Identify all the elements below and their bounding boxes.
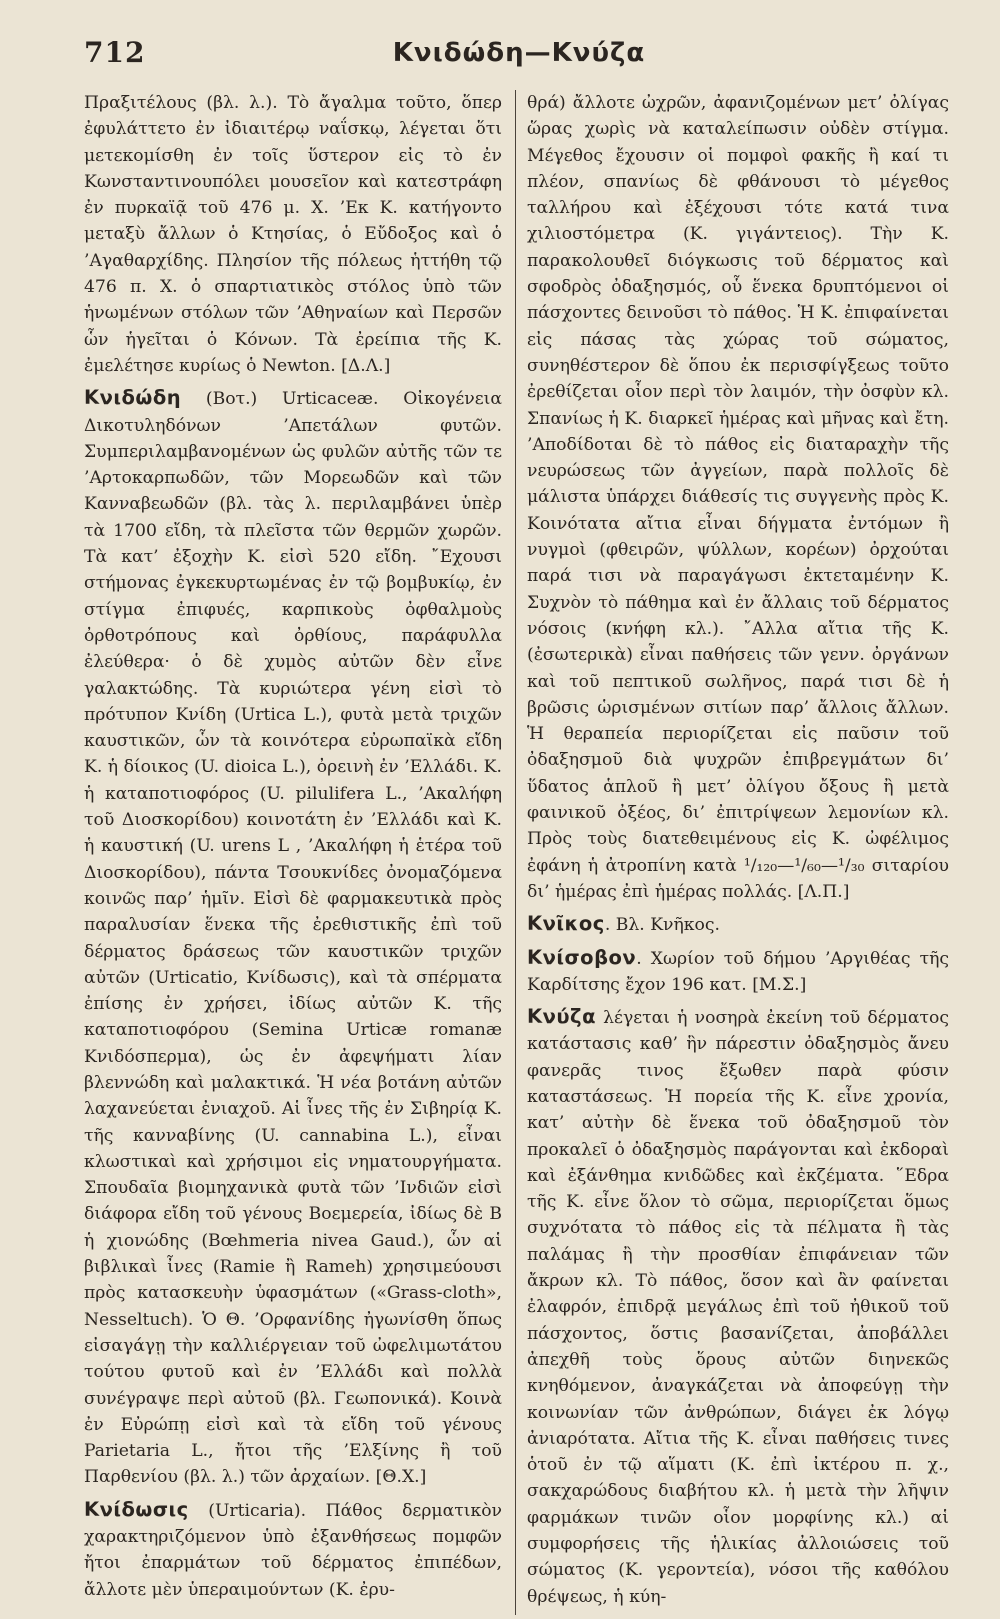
entry-knyza xyxy=(527,1004,949,1610)
continued-paragraph: Πραξιτέλους (βλ. λ.). Τὸ ἄγαλμα τοῦτο, ὅπερ ἐφυλάττετο ἐν ἰδιαιτέρῳ ναΐσκῳ, λέγεται ὅτι μετεκομίσθη ἐν τοῖς ὕστερον εἰς τὸ ἐν Κωνσταντινουπόλει μουσεῖον καὶ κατεστράφη ἐν πυρκαϊᾷ τοῦ 476 μ. Χ. ’Εκ Κ. κατήγοντο μεταξὺ ἄλλων ὁ Κτησίας, ὁ Εὔδοξος καὶ ὁ ’Αγαθαρχίδης. Πλησίον τῆς πόλεως ἡττήθη τῷ 476 π. Χ. ὁ σπαρτιατικὸς στόλος ὑπὸ τῶν ἡνωμένων στόλων τῶν ’Αθηναίων καὶ Περσῶν ὧν ἡγεῖται ὁ Κόνων. Τὰ ἐρείπια τῆς Κ. ἐμελέτησε κυρίως ὁ Newton. [Δ.Λ.] xyxy=(84,93,502,376)
entry-knikos xyxy=(527,911,949,938)
entry-text: (Urticaria). Πάθος δερματικὸν χαρακτηριζόμενον ὑπὸ ἐξανθήσεως πομφῶν ἤτοι ἐπαρμάτων τοῦ δέρματος ἐπιπέδων, ἄλλοτε μὲν ὑπεραιμούντων (Κ. ἐρυ- xyxy=(84,1500,502,1600)
entry-headword: Κνιδώδη xyxy=(84,386,182,410)
right-column xyxy=(527,90,949,1610)
entry-text: . Χωρίον τοῦ δήμου ’Αργιθέας τῆς Καρδίτσης ἔχον 196 κατ. [Μ.Σ.] xyxy=(527,948,949,995)
entry-text: (Βοτ.) Urticaceæ. Οἰκογένεια Δικοτυληδόνων ’Απετάλων φυτῶν. Συμπεριλαμβανομένων ὡς φυλῶν αὐτῆς τῶν τε ’Αρτοκαρπωδῶν, τῶν Μορεωδῶν καὶ τῶν Κανναβεωδῶν (βλ. τὰς λ. περιλαμβάνει ὑπὲρ τὰ 1700 εἴδη, τὰ πλεῖστα τῶν θερμῶν χωρῶν. Τὰ κατ’ ἐξοχὴν Κ. εἰσὶ 520 εἴδη. ῎Εχουσι στήμονας ἐγκεκυρτωμένας ἐν τῷ βομβυκίῳ, ἐν στίγμα ἐπιφυές, καρπικοὺς ὀφθαλμοὺς ὀρθοτρόπους καὶ ὀρθίους, παράφυλλα ἐλεύθερα· ὁ δὲ χυμὸς αὐτῶν δὲν εἶνε γαλακτώδης. Τὰ κυριώτερα γένη εἰσὶ τὸ πρότυπον Κνίδη (Urtica L.), φυτὰ μετὰ τριχῶν καυστικῶν, ὧν τὰ κοινότερα εὐρωπαϊκὰ εἴδη Κ. ἡ δίοικος (U. dioica L.), ὀρεινὴ ἐν ’Ελλάδι. Κ. ἡ καταποτιοφόρος (U. pilulifera L., ’Ακαλήφη τοῦ Διοσκορίδου) κοινοτάτη ἐν ’Ελλάδι καὶ Κ. ἡ καυστική (U. urens L , ’Ακαλήφη ἡ ἑτέρα τοῦ Διοσκορίδου), πάντα Τσουκνίδες ὀνομαζόμενα κοινῶς παρ’ ἡμῖν. Εἰσὶ δὲ φαρμακευτικὰ πρὸς παραλυσίαν ἕνεκα τῆς ἐρεθιστικῆς ἐπὶ τοῦ δέρματος δράσεως τῶν καυστικῶν τριχῶν αὐτῶν (Urticatio, Κνίδωσις), καὶ τὰ σπέρματα ἐπίσης ἐν χρήσει, ἰδίως αὐτῶν Κ. τῆς καταποτιοφόρου (Semina Urticæ romanæ Κνιδόσπερμα), ὡς ἐν ἀφεψήματι λίαν βλεννώδη καὶ μαλακτικά. Ἡ νέα βοτάνη αὐτῶν λαχανεύεται ἐνιαχοῦ. Αἱ ἶνες τῆς ἐν Σιβηρίᾳ Κ. τῆς κανναβίνης (U. cannabina L.), εἶναι κλωστικαὶ καὶ χρήσιμοι εἰς νηματουργήματα. Σπουδαῖα βιομηχανικὰ φυτὰ τῶν ’Ινδιῶν εἰσὶ διάφορα εἴδη τοῦ γένους Βοεμερεία, ἰδίως δὲ Β ἡ χιονώδης (Bœhmeria nivea Gaud.), ὧν αἱ βιβλικαὶ ἶνες (Ramie ἢ Rameh) χρησιμεύουσι πρὸς κατασκευὴν ὑφασμάτων («Grass-cloth», Nesseltuch). Ὁ Θ. ’Ορφανίδης ἠγωνίσθη ὅπως εἰσαγάγῃ τὴν καλλιέργειαν τοῦ ὠφελιμωτάτου τούτου φυτοῦ καὶ ἐν ’Ελλάδι καὶ πολλὰ συνέγραψε περὶ αὐτοῦ (βλ. Γεωπονικά). Κοινὰ ἐν Εὐρώπῃ εἰσὶ καὶ τὰ εἴδη τοῦ γένους Parietaria L., ἤτοι τῆς ’Ελξίνης ἢ τοῦ Παρθενίου (βλ. λ.) τῶν ἀρχαίων. [Θ.Χ.] xyxy=(84,389,502,1488)
page-number: 712 xyxy=(84,36,146,69)
entry-text: λέγεται ἡ νοσηρὰ ἐκείνη τοῦ δέρματος κατάστασις καθ’ ἣν πάρεστιν ὀδαξησμὸς ἄνευ φανερᾶς τινος ἔξωθεν παρὰ φύσιν καταστάσεως. Ἡ πορεία τῆς Κ. εἶνε χρονία, κατ’ αὐτὴν δὲ ἕνεκα τοῦ ὀδαξησμοῦ τὸν προκαλεῖ ὁ ὀδαξησμὸς παράγονται καὶ ἐκδοραὶ καὶ ἐξάνθημα κνιδῶδες καὶ ἐκζέματα. ῞Εδρα τῆς Κ. εἶνε ὅλον τὸ σῶμα, περιορίζεται ὅμως συχνότατα τὸ πάθος εἰς τὰ πέλματα ἢ τὰς παλάμας ἢ τὴν προσθίαν ἐπιφάνειαν τῶν ἄκρων κλ. Τὸ πάθος, ὅσον καὶ ἂν φαίνεται ἐλαφρόν, ἐπιδρᾷ μεγάλως ἐπὶ τοῦ ἠθικοῦ τοῦ πάσχοντος, ὅστις βασανίζεται, ἀποβάλλει ἀπεχθῆ τοὺς ὅρους αὐτῶν διηνεκῶς κνηθόμενον, ἀναγκάζεται νὰ ἀποφεύγῃ τὴν κοινωνίαν τῶν ἀνθρώπων, διάγει ἐκ λόγῳ ἀνιαρότατα. Αἴτια τῆς Κ. εἶναι παθήσεις τινες ὁτοῦ ἐν τῷ αἵματι (Κ. ἐπὶ ἰκτέρου π. χ., σακχαρώδους διαβήτου κλ. ἡ μετὰ τὴν λῆψιν φαρμάκων τινῶν οἷον μορφίνης κλ.) αἱ συμφορήσεις τῆς ἡλικίας ἀλλοιώσεις τοῦ σώματος (Κ. γεροντεία), νόσοι τῆς καθόλου θρέψεως, ἡ κύη- xyxy=(527,1008,949,1607)
entry-knidosis xyxy=(84,1497,502,1603)
entry-headword: Κνῖκος xyxy=(527,912,605,936)
column-divider xyxy=(515,90,516,1615)
entry-headword: Κνύζα xyxy=(527,1005,596,1029)
entry-knidode xyxy=(84,385,502,1490)
entry-headword: Κνίσοβον xyxy=(527,945,637,969)
continued-paragraph: θρά) ἄλλοτε ὠχρῶν, ἀφανιζομένων μετ’ ὀλίγας ὥρας χωρὶς νὰ καταλείπωσιν οὐδὲν στίγμα. Μέγεθος ἔχουσιν οἱ πομφοὶ φακῆς ἢ καί τι πλέον, σπανίως δὲ φθάνουσι τὸ μέγεθος ταλλήρου καὶ ἐξέχουσι τότε κατά τινα χιλιοστόμετρα (Κ. γιγάντειος). Τὴν Κ. παρακολουθεῖ διόγκωσις τοῦ δέρματος καὶ σφοδρὸς ὀδαξησμός, οὗ ἕνεκα δρυπτόμενοι οἱ πάσχοντες δεινοῦσι τὸ πάθος. Ἡ Κ. ἐπιφαίνεται εἰς πάσας τὰς χώρας τοῦ σώματος, συνηθέστερον δὲ ὅπου ἐκ περισφίγξεως τοῦτο ἐρεθίζεται οἷον περὶ τὸν λαιμόν, τὴν ὀσφὺν κλ. Σπανίως ἡ Κ. διαρκεῖ ἡμέρας καὶ μῆνας καὶ ἔτη. ’Αποδίδοται δὲ τὸ πάθος εἰς διαταραχὴν τῆς νευρώσεως τῶν ἀγγείων, παρὰ πολλοῖς δὲ μάλιστα ὑπάρχει διάθεσίς τις συγγενὴς πρὸς Κ. Κοινότατα αἴτια εἶναι δήγματα ἐντόμων ἢ νυγμοὶ (φθειρῶν, ψύλλων, κορέων) ὀρχούται παρά τισι νὰ παραγάγωσι ἐκτεταμένην Κ. Συχνὸν τὸ πάθημα καὶ ἐν ἄλλαις τοῦ δέρματος νόσοις (κνήφη κλ.). ῎Αλλα αἴτια τῆς Κ. (ἐσωτερικὰ) εἶναι παθήσεις τῶν γενν. ὀργάνων καὶ τοῦ πεπτικοῦ σωλῆνος, παρά τισι δὲ ἡ βρῶσις ὡρισμένων σιτίων παρ’ ἄλλοις ἄλλων. Ἡ θεραπεία περιορίζεται εἰς παῦσιν τοῦ ὀδαξησμοῦ διὰ ψυχρῶν ἐπιβρεγμάτων δι’ ὕδατος ἁπλοῦ ἢ μετ’ ὀλίγου ὄξους ἢ μετὰ φαινικοῦ ὀξέος, δι’ ἐπιτρίψεων λεμονίων κλ. Πρὸς τοὺς διατεθειμένους εἰς Κ. ὠφέλιμος ἐφάνη ἡ ἀτροπίνη κατὰ ¹/₁₂₀—¹/₆₀—¹/₃₀ σιταρίου δι’ ἡμέρας ἐπὶ ἡμέρας πολλάς. [Λ.Π.] xyxy=(527,93,949,902)
entry-text: . Βλ. Κνῆκος. xyxy=(604,915,720,936)
page-header xyxy=(84,30,954,76)
running-head: Κνιδώδη—Κνύζα xyxy=(392,38,646,68)
left-column xyxy=(84,90,502,1603)
entry-knisovon xyxy=(527,945,949,999)
entry-headword: Κνίδωσις xyxy=(84,1497,189,1521)
